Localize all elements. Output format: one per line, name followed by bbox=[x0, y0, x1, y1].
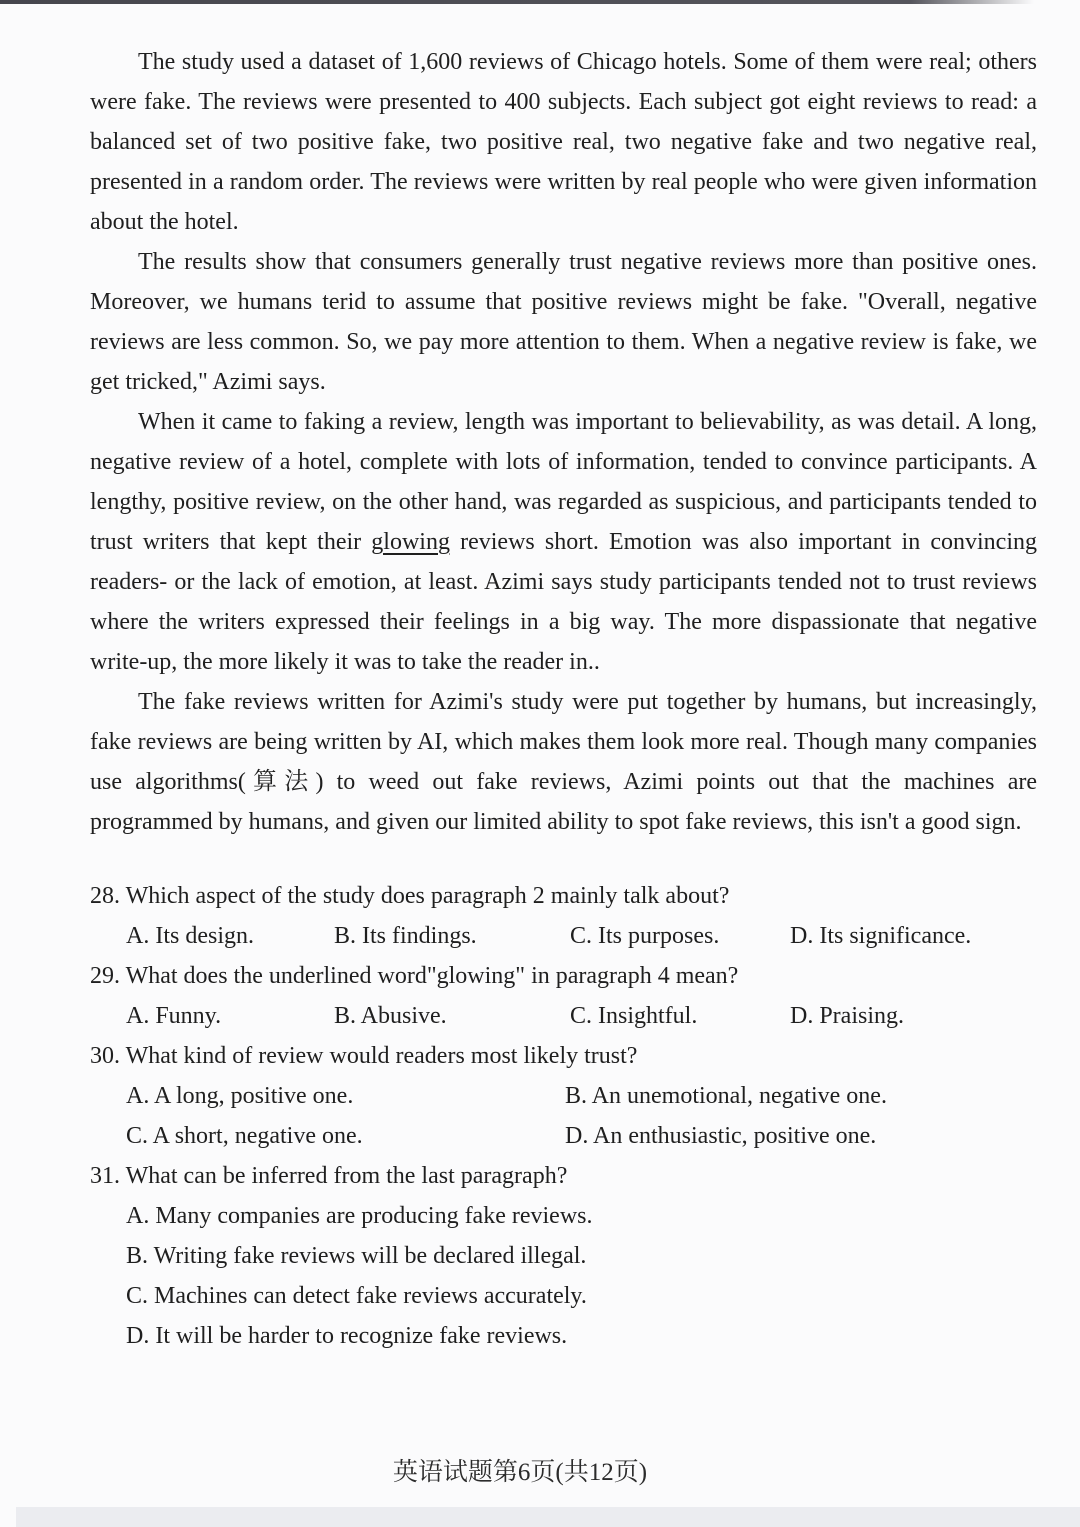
question-29 bbox=[90, 956, 1037, 1036]
option-28-c: C. Its purposes. bbox=[570, 923, 720, 949]
option-28-d: D. Its significance. bbox=[790, 923, 972, 949]
question-number: 30. bbox=[90, 1043, 120, 1069]
question-29-stem bbox=[90, 956, 1037, 996]
option-30-c: C. A short, negative one. bbox=[126, 1123, 363, 1149]
questions-section bbox=[90, 876, 1037, 1356]
question-number: 28. bbox=[90, 883, 120, 909]
paragraph-3-text-after: reviews short. Emotion was also important in convincing readers- or the lack of emotion, at least. Azimi says study participants tended not to trust reviews where the writers expressed their feelings in a big way. The more dispassionate that negative write-up, the more likely it was to take the reader in.. bbox=[90, 529, 1037, 675]
question-30-options bbox=[90, 1076, 1037, 1156]
reading-passage bbox=[90, 42, 1037, 842]
question-28-stem bbox=[90, 876, 1037, 916]
question-31-stem bbox=[90, 1156, 1037, 1196]
option-30-a: A. A long, positive one. bbox=[126, 1083, 354, 1109]
question-31-options bbox=[90, 1196, 1037, 1356]
scan-artifact-bottom-edge bbox=[16, 1507, 1080, 1527]
option-28-a: A. Its design. bbox=[126, 923, 254, 949]
question-29-options bbox=[90, 996, 1037, 1036]
option-31-a: A. Many companies are producing fake reviews. bbox=[126, 1203, 593, 1229]
question-text: What can be inferred from the last paragraph? bbox=[125, 1163, 568, 1189]
scan-artifact-top-edge bbox=[0, 0, 1034, 4]
question-text: Which aspect of the study does paragraph 2 mainly talk about? bbox=[125, 883, 730, 909]
option-30-d: D. An enthusiastic, positive one. bbox=[565, 1123, 877, 1149]
option-29-c: C. Insightful. bbox=[570, 1003, 698, 1029]
question-number: 31. bbox=[90, 1163, 120, 1189]
option-29-b: B. Abusive. bbox=[334, 1003, 447, 1029]
passage-paragraph-1: The study used a dataset of 1,600 reviews of Chicago hotels. Some of them were real; others were fake. The reviews were presented to 400 subjects. Each subject got eight reviews to read: a balanced set of two positive fake, two positive real, two negative fake and two negative real, presented in a random order. The reviews were written by real people who were given information about the hotel. bbox=[90, 49, 1037, 235]
underlined-word-glowing: glowing bbox=[371, 529, 450, 555]
passage-paragraph-3 bbox=[90, 402, 1037, 682]
page-footer: 英语试题第6页(共12页) bbox=[392, 1459, 648, 1486]
option-30-b: B. An unemotional, negative one. bbox=[565, 1083, 887, 1109]
question-number: 29. bbox=[90, 963, 120, 989]
question-text: What does the underlined word"glowing" in paragraph 4 mean? bbox=[125, 963, 739, 989]
question-28-options bbox=[90, 916, 1037, 956]
question-30 bbox=[90, 1036, 1037, 1156]
passage-paragraph-4: The fake reviews written for Azimi's study were put together by humans, but increasingly, fake reviews are being written by AI, which makes them look more real. Though many companies use algorithms(算法) to weed out fake reviews, Azimi points out that the machines are programmed by humans, and given our limited ability to spot fake reviews, this isn't a good sign. bbox=[90, 689, 1037, 835]
paragraph-3-text-before: When it came to faking a review, length was important to believability, as was detail. A long, negative review of a hotel, complete with lots of information, tended to convince participants. A lengthy, positive review, on the other hand, was regarded as suspicious, and participants tended to trust writers that kept their bbox=[90, 409, 1037, 555]
question-text: What kind of review would readers most likely trust? bbox=[125, 1043, 638, 1069]
option-31-c: C. Machines can detect fake reviews accurately. bbox=[126, 1283, 587, 1309]
question-28 bbox=[90, 876, 1037, 956]
option-31-b: B. Writing fake reviews will be declared illegal. bbox=[126, 1243, 587, 1269]
option-29-a: A. Funny. bbox=[126, 1003, 222, 1029]
scanned-page-content bbox=[90, 42, 1037, 1356]
question-31 bbox=[90, 1156, 1037, 1356]
option-28-b: B. Its findings. bbox=[334, 923, 477, 949]
passage-paragraph-2: The results show that consumers generally trust negative reviews more than positive ones. Moreover, we humans terid to assume that positive reviews might be fake. "Overall, negative reviews are less common. So, we pay more attention to them. When a negative review is fake, we get tricked," Azimi says. bbox=[90, 249, 1037, 395]
option-29-d: D. Praising. bbox=[790, 1003, 904, 1029]
option-31-d: D. It will be harder to recognize fake reviews. bbox=[126, 1323, 568, 1349]
question-30-stem bbox=[90, 1036, 1037, 1076]
